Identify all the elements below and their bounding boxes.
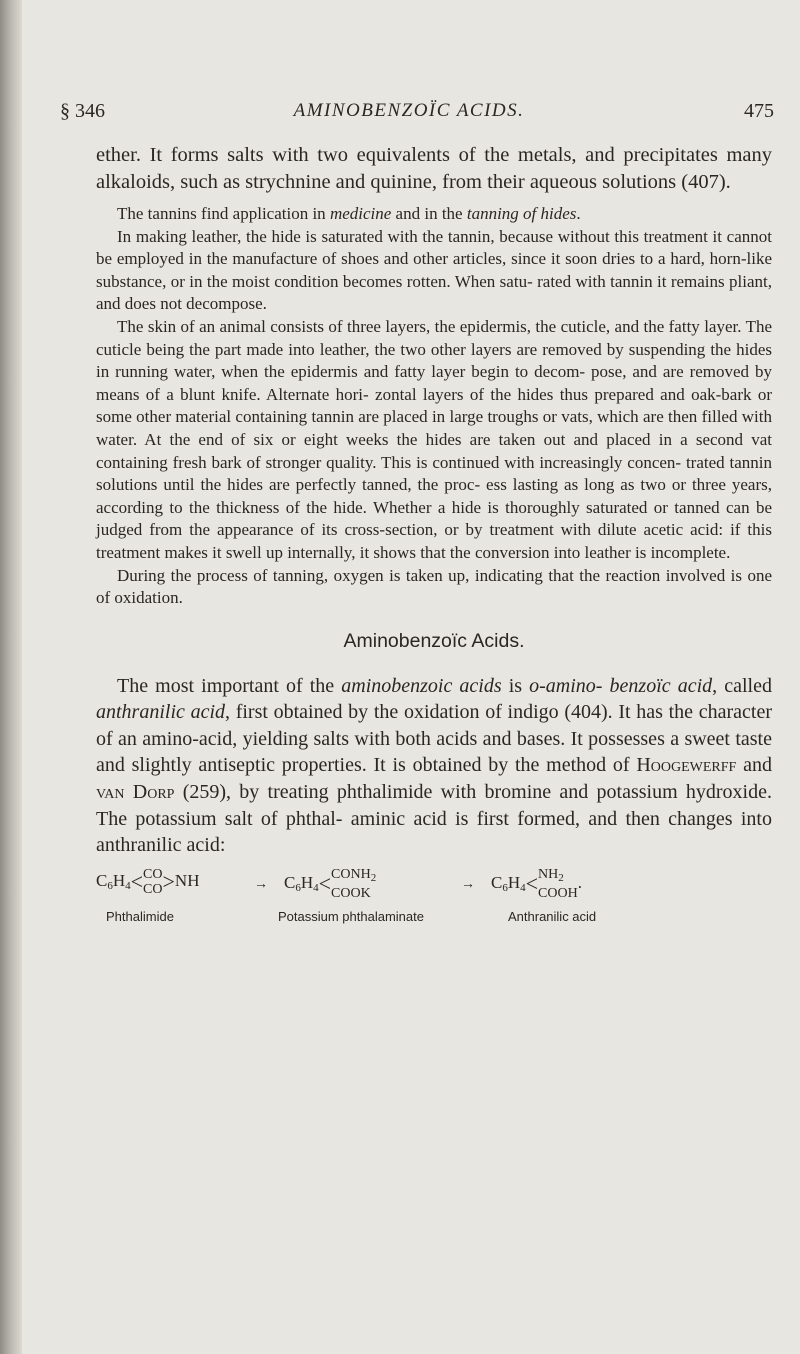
text-span: and bbox=[736, 754, 772, 777]
formula-text: C bbox=[96, 870, 108, 890]
formula-text: H bbox=[112, 870, 126, 890]
formula-subscript: 6 bbox=[502, 881, 508, 894]
formula-phthalimide: $C_6H_4<CO$ CO>NH bbox=[96, 866, 200, 897]
paragraph-ether: ether. It forms salts with two equivalents of the metals, and precipitates many alkaloids, such as strychnine and quinine, from their aqueous solutions (407). bbox=[96, 144, 772, 193]
page-number: 475 bbox=[744, 100, 774, 122]
formula-group-bottom: COOK bbox=[331, 885, 371, 901]
body-text bbox=[96, 142, 772, 933]
paragraph-anthranilic-acid bbox=[96, 673, 772, 859]
running-title: AMINOBENZOÏC ACIDS. bbox=[293, 100, 525, 121]
formula-subscript: 6 bbox=[107, 879, 113, 892]
formula-group-bottom: CO bbox=[143, 881, 163, 897]
formula-subscript: 4 bbox=[520, 881, 526, 894]
formula-potassium-phthalaminate: $C_6H_4<CONH_2$ COOK bbox=[284, 866, 377, 901]
text-span: , first obtained by the oxidation of indigo (404). It has the character of an amino-acid, yielding salts with both acids and bases. It possesses a sweet taste and slightly antiseptic properties. It is obtained by the method of bbox=[96, 701, 772, 777]
formula-group-top: NH bbox=[538, 866, 559, 882]
paragraph-making-leather: In making leather, the hide is saturated with the tannin, because without this treatment it cannot be employed in the manufacture of shoes and other articles, since it soon dries to a hard, horn-like substance, or in the moist condition becomes rotten. When satu- rated with tannin it remains pliant, and does not decompose. bbox=[96, 226, 772, 314]
formula-group-top: CONH bbox=[331, 866, 371, 882]
reaction-arrow-2: → bbox=[461, 876, 475, 892]
formula-subscript: 4 bbox=[125, 879, 131, 892]
text-span: The most important of the bbox=[117, 674, 342, 697]
paragraph-skin-layers: The skin of an animal consists of three layers, the epidermis, the cuticle, and the fatty layer. The cuticle being the part made into leather, the two other layers are removed by suspending the hides in running water, when the epidermis and fatty layer begin to decom- pose, and are removed by means of a blunt knife. Alternate hori- zontal layers of the hides thus prepared and oak-bark or some other material containing tannin are placed in large troughs or vats, which are then filled with water. At the end of six or eight weeks the hides are taken out and placed in a second vat containing fresh bark of stronger quality. This is continued with increasingly concen- trated tannin solutions until the hides are perfectly tanned, the proc- ess lasting as long as two or three years, according to the thickness of the hide. Whether a hide is thoroughly saturated or tanned can be judged from the appearance of its cross-section, or by treatment with dilute acetic acid: if this treatment makes it swell up internally, it shows that the conversion into leather is incomplete. bbox=[96, 316, 772, 562]
text-span: . bbox=[576, 204, 581, 223]
section-number: § 346 bbox=[60, 100, 105, 122]
reaction-equation bbox=[96, 867, 772, 933]
paragraph-tannins-application bbox=[96, 203, 772, 226]
formula-subscript: 4 bbox=[313, 881, 319, 894]
term-tanning: tanning of hides bbox=[466, 204, 577, 223]
caption-potassium-phthalaminate: Potassium phthalaminate bbox=[278, 908, 424, 924]
text-span: and in the bbox=[391, 204, 467, 223]
term-anthranilic-acid: anthranilic acid bbox=[96, 701, 226, 724]
author-hoogewerff: Hoogewerff bbox=[636, 754, 737, 777]
text-span: is bbox=[501, 674, 530, 697]
caption-phthalimide: Phthalimide bbox=[106, 908, 174, 924]
formula-text: C bbox=[284, 872, 296, 892]
formula-subscript: 2 bbox=[370, 871, 377, 884]
term-o-aminobenzoic-acid: o-amino- benzoïc acid bbox=[529, 674, 713, 697]
text-span: The tannins find application in bbox=[117, 204, 330, 223]
section-heading: Aminobenzoïc Acids. bbox=[343, 629, 525, 652]
text-span: (259), by treating phthalimide with bromine and potassium hydroxide. The potassium salt of phthal- aminic acid is first formed, and then changes into anthranilic acid: bbox=[96, 781, 772, 857]
formula-text: H bbox=[507, 872, 521, 892]
text-span: , called bbox=[712, 674, 772, 697]
paragraph-oxidation: During the process of tanning, oxygen is taken up, indicating that the reaction involved is one of oxidation. bbox=[96, 565, 772, 608]
book-page bbox=[42, 100, 776, 924]
author-van-dorp: van Dorp bbox=[96, 781, 175, 804]
term-aminobenzoic-acids: aminobenzoic acids bbox=[341, 674, 502, 697]
formula-text: . bbox=[577, 872, 582, 892]
formula-subscript: 6 bbox=[295, 881, 301, 894]
formula-text: NH bbox=[174, 870, 200, 890]
formula-anthranilic-acid: $C_6H_4<NH_2$ COOH. bbox=[491, 866, 582, 901]
caption-anthranilic-acid: Anthranilic acid bbox=[508, 908, 597, 924]
running-head bbox=[42, 100, 776, 132]
reaction-arrow-1: → bbox=[254, 876, 268, 892]
term-medicine: medicine bbox=[329, 204, 392, 223]
formula-group-top: CO bbox=[143, 866, 163, 882]
formula-text: H bbox=[300, 872, 314, 892]
formula-group-bottom: COOH bbox=[538, 885, 578, 901]
formula-text: C bbox=[491, 872, 503, 892]
formula-subscript: 2 bbox=[558, 871, 564, 884]
book-spine-shadow bbox=[0, 0, 22, 1354]
